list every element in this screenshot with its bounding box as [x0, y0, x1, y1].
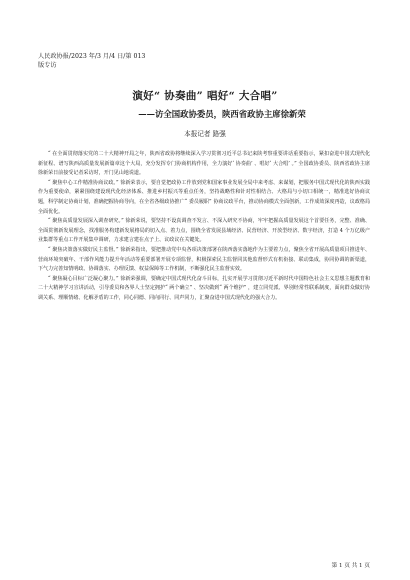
paragraph: “ 在全面贯彻落实党的二十大精神开局之年，陕西省政协将继续深入学习贯彻习近平总书记来陕考察重要讲话重要指示，紧扣奋进中国式现代化新征程、谱写陕西高质量发展新篇章这个大局，充分发挥专门协商机构作用，全力演好‘ 协奏曲’ 、唱好‘ 大合唱’ 。” 全国政协委员、陕西省政协主席徐新荣日前接受记者采访时，开门见山地说道。 — [38, 151, 370, 177]
article-body — [38, 150, 370, 304]
article-header — [38, 52, 145, 70]
page-number: 第 1 页 共 1 页 — [331, 563, 370, 569]
paragraph: “ 聚焦高质量发展深入调查研究。” 徐新荣说，要坚持不设真调查不发言、不深入研究不协商，牢牢把握高质量发展这个首要任务，完整、准确、全面贯彻新发展理念，找准服务构建新发展格局的切入点、着力点，围绕全省发展县域经济、民营经济、开放型经济、数字经济，打造 4 个万亿级产业集群等重点工作开展集中调研，力求建言建在点子上、议政议在关键处。 — [38, 218, 370, 244]
article-subtitle: ——访全国政协委员，陕西省政协主席徐新荣 — [138, 109, 306, 119]
byline: 本报记者 路强 — [184, 130, 226, 138]
paragraph: “ 聚焦中心工作精准协商议政。” 徐新荣表示，要自觉把政协工作放到党和国家事业发展全局中来考虑、来谋划，把服务中国式现代化的陕西实践作为重要使命，紧紧围绕建设现代化经济体系、推进乡村振兴等重点任务，坚持战略性和针对性相结合、大格局与小切口相统一，精准选好协商议题，科学制定协商计划，准确把握协商导向，在全省各级政协推广“ 委员履职” 协商议政平台，推动协商模式全面创新，工作成效深度再造，议政格局全面优化。 — [38, 179, 370, 215]
paragraph: “ 聚焦决策落实做好民主监督。” 徐新荣指出，要把推动党中央各项决策部署在陕西落实落地作为主要着力点，聚焦全省开展高质量项目推进年、营商环境突破年、干部作风能力提升年活动等重要部署开展专项监督，积极探索民主监督同其他监督形式有机衔接、联动集成，协同协调的新渠道，下气力完善知情明政、协调落实、办理反馈、权益保障等工作机制，不断强化民主监督实效。 — [38, 246, 370, 273]
article-title: 演好“ 协奏曲” 唱好“ 大合唱” — [132, 90, 278, 102]
paragraph: “ 聚焦凝心目标广泛凝心聚力。” 徐新荣强调，要确定中国式现代化奋斗目标，扎实开展学习贯彻习近平新时代中国特色社会主义思想主题教育和二十大精神学习宣讲活动，引导委员和各界人士坚定拥护“ 两个确立” 、坚决做到“ 两个维护” ，建立同党派、界别经常性联系制度，面向群众做好协调关系、理顺情绪、化解矛盾的工作，同心同德、同向同行、同声同力，汇聚奋进中国式现代化的强大合力。 — [38, 275, 370, 301]
section-line: 版专访 — [38, 62, 57, 69]
source-line: 人民政协报/2023 年/3 月/4 日/第 013 — [38, 53, 146, 60]
